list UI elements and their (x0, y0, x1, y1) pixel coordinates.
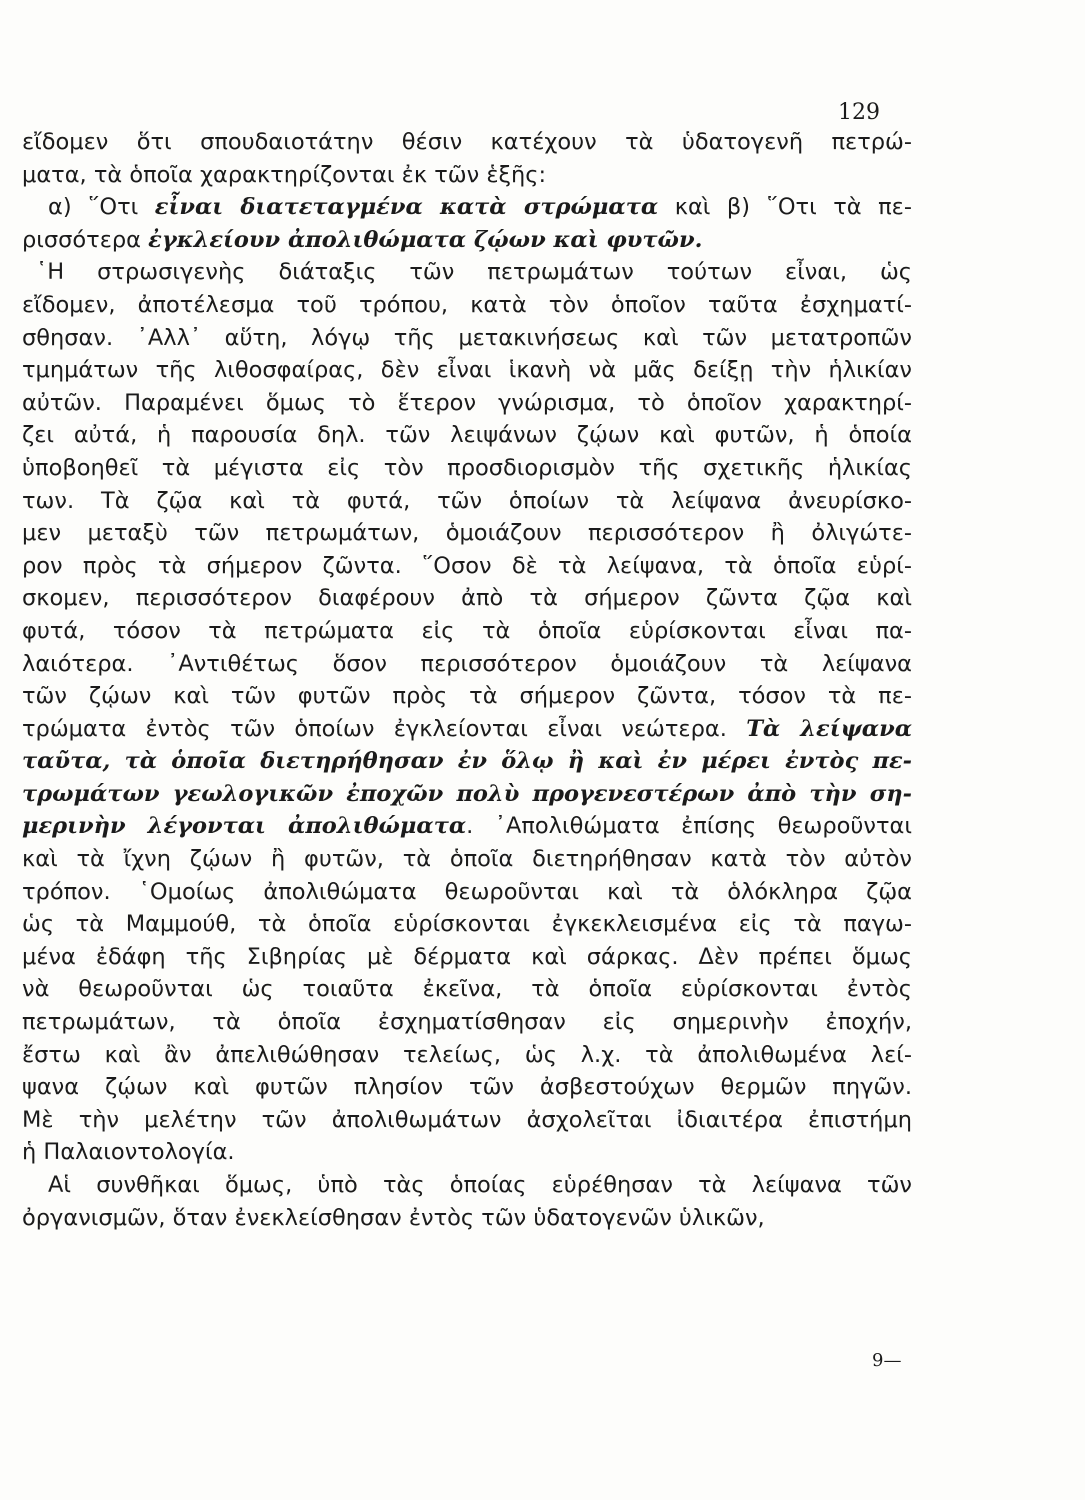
text-line (22, 680, 912, 713)
text-segment: ζει αὐτά, ἡ παρουσία δηλ. τῶν λειψάνων ζῴων καὶ φυτῶν, ἡ ὁποία (22, 422, 912, 449)
text-segment: ὀργανισμῶν, ὅταν ἐνεκλείσθησαν ἐντὸς τῶν ὑδατογενῶν ὑλικῶν, (22, 1204, 765, 1231)
text-line (22, 941, 912, 974)
text-segment: τῶν ζῴων καὶ τῶν φυτῶν πρὸς τὰ σήμερον ζῶντα, τόσον τὰ πε- (22, 683, 912, 710)
text-segment: εἴδομεν ὅτι σπουδαιοτάτην θέσιν κατέχουν τὰ ὑδατογενῆ πετρώ- (22, 129, 912, 155)
text-line (22, 810, 912, 843)
text-line (22, 159, 912, 192)
text-line (22, 387, 912, 420)
text-line (22, 126, 912, 159)
text-line (22, 419, 912, 452)
text-line (22, 648, 912, 681)
text-segment: ρον πρὸς τὰ σήμερον ζῶντα. ῞Οσον δὲ τὰ λείψανα, τὰ ὁποῖα εὑρί- (22, 552, 912, 579)
text-segment: μένα ἐδάφη τῆς Σιβηρίας μὲ δέρματα καὶ σάρκας. Δὲν πρέπει ὅμως (22, 943, 912, 970)
text-line (22, 615, 912, 648)
text-segment: τμημάτων τῆς λιθοσφαίρας, δὲν εἶναι ἱκανὴ νὰ μᾶς δείξῃ τὴν ἡλικίαν (22, 357, 912, 384)
text-segment: Αἱ συνθῆκαι ὅμως, ὑπὸ τὰς ὁποίας εὑρέθησαν τὰ λείψανα τῶν (48, 1172, 912, 1198)
text-segment: φυτά, τόσον τὰ πετρώματα εἰς τὰ ὁποῖα εὑρίσκονται εἶναι πα- (22, 617, 912, 644)
text-segment: καὶ β) ῞Οτι τὰ πε- (658, 194, 912, 221)
text-line (22, 354, 912, 387)
text-line (22, 550, 912, 583)
text-line (22, 452, 912, 485)
text-segment: ψανα ζῴων καὶ φυτῶν πλησίον τῶν ἀσβεστούχων θερμῶν πηγῶν. (22, 1074, 912, 1101)
page-number: 129 (838, 100, 880, 125)
text-line (22, 843, 912, 876)
text-segment: τρόπον. ῾Ομοίως ἀπολιθώματα θεωροῦνται καὶ τὰ ὁλόκληρα ζῷα (22, 878, 912, 905)
text-line (22, 973, 912, 1006)
emphasis-text: τρωμάτων γεωλογικῶν ἐποχῶν πολὺ προγενεστέρων ἀπὸ τὴν ση- (22, 780, 912, 807)
text-segment: ῾Η στρωσιγενὴς διάταξις τῶν πετρωμάτων τούτων εἶναι, ὡς (36, 259, 912, 286)
text-line (22, 1202, 912, 1235)
text-segment: νὰ θεωροῦνται ὡς τοιαῦτα ἐκεῖνα, τὰ ὁποῖα εὑρίσκονται ἐντὸς (22, 976, 912, 1003)
text-segment: πετρωμάτων, τὰ ὁποῖα ἐσχηματίσθησαν εἰς σημερινὴν ἐποχήν, (22, 1009, 912, 1036)
text-line (22, 191, 912, 224)
text-segment: ρισσότερα (22, 226, 149, 253)
text-segment: τρώματα ἐντὸς τῶν ὁποίων ἐγκλείονται εἶναι νεώτερα. (22, 715, 747, 742)
text-line (22, 1104, 912, 1137)
text-line (22, 713, 912, 746)
text-line (22, 778, 912, 811)
text-segment: μεν μεταξὺ τῶν πετρωμάτων, ὁμοιάζουν περισσότερον ἢ ὀλιγώτε- (22, 520, 912, 547)
text-line (22, 289, 912, 322)
body-text (22, 126, 912, 1234)
text-segment: λαιότερα. ᾿Αντιθέτως ὅσον περισσότερον ὁμοιάζουν τὰ λείψανα (22, 650, 912, 677)
text-line (22, 322, 912, 355)
text-segment: α) ῞Οτι (48, 194, 155, 221)
printer-signature: 9— (872, 1350, 902, 1371)
text-segment: ἡ Παλαιοντολογία. (22, 1139, 235, 1166)
text-segment: ὡς τὰ Μαμμούθ, τὰ ὁποῖα εὑρίσκονται ἐγκεκλεισμένα εἰς τὰ παγω- (22, 911, 912, 938)
text-line (22, 224, 912, 257)
text-segment: Μὲ τὴν μελέτην τῶν ἀπολιθωμάτων ἀσχολεῖται ἰδιαιτέρα ἐπιστήμη (22, 1106, 912, 1133)
text-segment: καὶ τὰ ἴχνη ζῴων ἢ φυτῶν, τὰ ὁποῖα διετηρήθησαν κατὰ τὸν αὐτὸν (22, 846, 912, 873)
text-segment: σθησαν. ᾿Αλλ᾿ αὕτη, λόγῳ τῆς μετακινήσεως καὶ τῶν μετατροπῶν (22, 324, 912, 351)
text-line (22, 1039, 912, 1072)
text-segment: των. Τὰ ζῷα καὶ τὰ φυτά, τῶν ὁποίων τὰ λείψανα ἀνευρίσκο- (22, 487, 912, 514)
text-line (22, 1006, 912, 1039)
text-segment: ἔστω καὶ ἂν ἀπελιθώθησαν τελείως, ὡς λ.χ. τὰ ἀπολιθωμένα λεί- (22, 1041, 912, 1068)
text-line (22, 256, 912, 289)
text-line (22, 485, 912, 518)
text-line (22, 1136, 912, 1169)
text-line (22, 582, 912, 615)
emphasis-text: μερινὴν λέγονται ἀπολιθώματα (22, 813, 467, 840)
emphasis-text: εἶναι διατεταγμένα κατὰ στρώματα (154, 194, 659, 221)
text-segment: σκομεν, περισσότερον διαφέρουν ἀπὸ τὰ σήμερον ζῶντα ζῷα καὶ (22, 585, 912, 612)
text-segment: εἴδομεν, ἀποτέλεσμα τοῦ τρόπου, κατὰ τὸν ὁποῖον ταῦτα ἐσχηματί- (22, 291, 912, 318)
emphasis-text: ἐγκλείουν ἀπολιθώματα ζῴων καὶ φυτῶν. (148, 226, 703, 253)
text-segment: ὑποβοηθεῖ τὰ μέγιστα εἰς τὸν προσδιορισμὸν τῆς σχετικῆς ἡλικίας (22, 454, 912, 481)
text-line (22, 745, 912, 778)
text-segment: ματα, τὰ ὁποῖα χαρακτηρίζονται ἐκ τῶν ἑξῆς: (22, 161, 547, 188)
emphasis-text: ταῦτα, τὰ ὁποῖα διετηρήθησαν ἐν ὅλῳ ἢ καὶ ἐν μέρει ἐντὸς πε- (22, 748, 912, 775)
text-line (22, 1071, 912, 1104)
emphasis-text: Τὰ λείψανα (746, 715, 913, 742)
text-segment: αὐτῶν. Παραμένει ὅμως τὸ ἕτερον γνώρισμα, τὸ ὁποῖον χαρακτηρί- (22, 389, 912, 416)
text-line (22, 908, 912, 941)
text-line (22, 517, 912, 550)
text-segment: . ᾿Απολιθώματα ἐπίσης θεωροῦνται (466, 813, 912, 840)
text-line (22, 876, 912, 909)
text-line (22, 1169, 912, 1202)
